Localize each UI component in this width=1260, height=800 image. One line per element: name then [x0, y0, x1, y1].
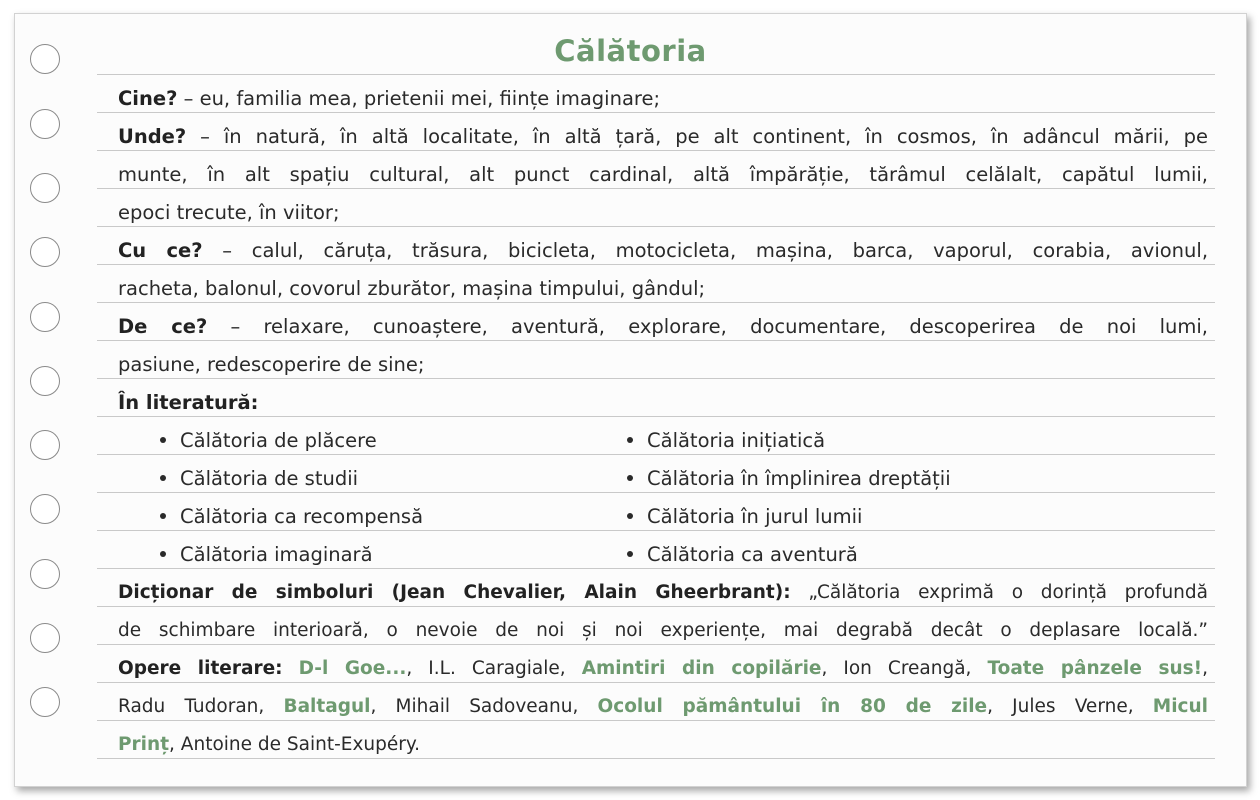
text-cuce-1: – calul, căruța, trăsura, bicicleta, motocicleta, mașina, barca, vaporul, corabia, avionul, [202, 239, 1209, 262]
binder-hole [30, 623, 60, 653]
work-title: Prinț [118, 734, 170, 755]
label-cuce: Cu ce? [118, 239, 203, 262]
row-opere-2: Radu Tudoran, Baltagul, Mihail Sadoveanu, Ocolul pământului în 80 de zile, Jules Verne, Micul [118, 696, 1209, 717]
work-title: Micul [1152, 696, 1209, 717]
row-unde-1 [118, 118, 1208, 156]
binder-hole [30, 687, 60, 717]
work-title: Amintiri din copilărie [581, 658, 822, 679]
text-dictionar-1: „Călătoria exprimă o dorință profundă [790, 582, 1208, 603]
bullet-icon [627, 551, 633, 557]
bullet-icon [627, 437, 633, 443]
binder-hole [30, 430, 60, 460]
text-unde-3: epoci trecute, în viitor; [118, 201, 340, 224]
notebook-card [14, 13, 1247, 787]
row-opere-1: Opere literare: D-l Goe..., I.L. Caragiale, Amintiri din copilărie, Ion Creangă, Toate pânzele sus!, [118, 658, 1208, 679]
text-cine: – eu, familia mea, prietenii mei, ființe imaginare; [177, 87, 661, 110]
binder-holes [15, 14, 95, 786]
list-item: Călătoria ca aventură [627, 536, 858, 574]
text-unde-1: – în natură, în altă localitate, în altă țară, pe alt continent, în cosmos, în adâncul mării, pe [186, 125, 1208, 148]
row-dece-1 [118, 308, 1208, 346]
list-item: Călătoria imaginară [160, 536, 373, 574]
page-title: Călătoria [554, 34, 707, 68]
row-unde-2 [118, 156, 1208, 194]
list-item: Călătoria de plăcere [160, 422, 377, 460]
row-dictionar-1 [118, 574, 1208, 612]
work-title: Baltagul [283, 696, 371, 717]
bullet-icon [160, 513, 166, 519]
label-opere: Opere literare: [118, 658, 283, 679]
binder-hole [30, 559, 60, 589]
binder-hole [30, 494, 60, 524]
work-title: D-l Goe... [298, 658, 407, 679]
row-opere-3: Prinț, Antoine de Saint-Exupéry. [118, 734, 421, 755]
row-dece-2 [118, 346, 1208, 384]
text-dece-2: pasiune, redescoperire de sine; [118, 353, 425, 376]
row-cuce-1 [118, 232, 1208, 270]
bullet-icon [160, 475, 166, 481]
row-literatura-heading [118, 384, 1208, 422]
row-cuce-2 [118, 270, 1208, 308]
text-dece-1: – relaxare, cunoaștere, aventură, explorare, documentare, descoperirea de noi lumi, [207, 315, 1209, 338]
literatura-heading: În literatură: [118, 391, 259, 414]
bullet-icon [627, 513, 633, 519]
work-title: Ocolul pământului în 80 de zile [597, 696, 988, 717]
label-unde: Unde? [118, 125, 187, 148]
text-dictionar-2: de schimbare interioară, o nevoie de noi și noi experiențe, mai degrabă decât o deplasare locală.” [118, 620, 1208, 641]
bullet-icon [627, 475, 633, 481]
list-item: Călătoria ca recompensă [160, 498, 423, 536]
row-cine [118, 80, 1208, 118]
text-unde-2: munte, în alt spațiu cultural, alt punct cardinal, altă împărăție, tărâmul celălalt, capătul lumii, [118, 163, 1208, 186]
binder-hole [30, 366, 60, 396]
list-item: Călătoria inițiatică [627, 422, 825, 460]
label-cine: Cine? [118, 87, 178, 110]
label-dictionar: Dicționar de simboluri (Jean Chevalier, Alain Gheerbrant): [118, 582, 791, 603]
label-dece: De ce? [118, 315, 208, 338]
bullet-icon [160, 551, 166, 557]
binder-hole [30, 237, 60, 267]
row-unde-3 [118, 194, 1208, 232]
work-title: Toate pânzele sus! [987, 658, 1203, 679]
row-dictionar-2 [118, 612, 1208, 650]
list-item: Călătoria în împlinirea dreptății [627, 460, 951, 498]
binder-hole [30, 302, 60, 332]
bullet-icon [160, 437, 166, 443]
text-cuce-2: racheta, balonul, covorul zburător, mașina timpului, gândul; [118, 277, 706, 300]
binder-hole [30, 109, 60, 139]
binder-hole [30, 173, 60, 203]
list-item: Călătoria de studii [160, 460, 358, 498]
list-item: Călătoria în jurul lumii [627, 498, 862, 536]
